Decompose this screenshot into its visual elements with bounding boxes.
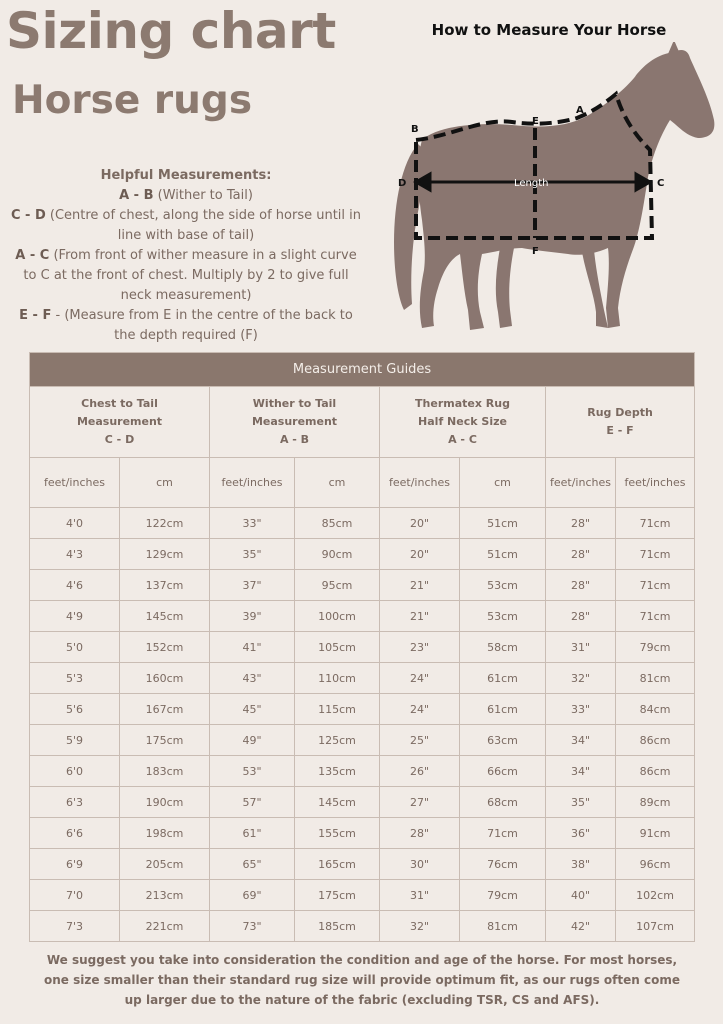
table-cell: 145cm <box>295 787 380 818</box>
table-cell: 37" <box>210 570 295 601</box>
table-cell: 71cm <box>616 601 695 632</box>
label-a: A <box>576 105 584 116</box>
label-e: E <box>532 116 539 127</box>
table-cell: 7'0 <box>30 880 120 911</box>
table-cell: 6'3 <box>30 787 120 818</box>
table-body <box>30 508 695 942</box>
table-cell: 39" <box>210 601 295 632</box>
table-cell: 71cm <box>616 570 695 601</box>
table-cell: 32" <box>380 911 460 942</box>
table-cell: 40" <box>546 880 616 911</box>
table-cell: 79cm <box>616 632 695 663</box>
table-cell: 61cm <box>460 694 546 725</box>
table-cell: 20" <box>380 539 460 570</box>
table-row <box>30 818 695 849</box>
label-length: Length <box>514 178 549 189</box>
label-c: C <box>657 178 665 189</box>
measure-text: (Wither to Tail) <box>153 188 253 203</box>
table-cell: 63cm <box>460 725 546 756</box>
measure-key: C - D <box>10 208 46 223</box>
unit-header-cell: cm <box>460 458 546 508</box>
table-cell: 31" <box>546 632 616 663</box>
measure-text: (Centre of chest, along the side of horse until in line with base of tail) <box>45 208 362 243</box>
table-cell: 28" <box>546 570 616 601</box>
table-cell: 32" <box>546 663 616 694</box>
table-cell: 26" <box>380 756 460 787</box>
group-header-wither-to-tail: Wither to Tail Measurement A - B <box>210 387 380 458</box>
table-cell: 90cm <box>295 539 380 570</box>
table-cell: 73" <box>210 911 295 942</box>
table-title: Measurement Guides <box>30 353 695 387</box>
table-cell: 115cm <box>295 694 380 725</box>
unit-header-cell: feet/inches <box>616 458 695 508</box>
table-cell: 53" <box>210 756 295 787</box>
table-row <box>30 849 695 880</box>
table-cell: 76cm <box>460 849 546 880</box>
helpful-item <box>8 206 364 246</box>
table-cell: 51cm <box>460 508 546 539</box>
table-cell: 125cm <box>295 725 380 756</box>
measure-key: E - F <box>19 308 52 323</box>
table-cell: 66cm <box>460 756 546 787</box>
unit-header-cell: feet/inches <box>380 458 460 508</box>
measure-key: A - B <box>119 188 154 203</box>
table-cell: 41" <box>210 632 295 663</box>
table-cell: 71cm <box>460 818 546 849</box>
table-cell: 185cm <box>295 911 380 942</box>
table-row <box>30 663 695 694</box>
table-cell: 145cm <box>120 601 210 632</box>
table-cell: 81cm <box>460 911 546 942</box>
table-cell: 28" <box>546 601 616 632</box>
table-cell: 35" <box>546 787 616 818</box>
label-b: B <box>411 124 419 135</box>
table-row <box>30 601 695 632</box>
table-row <box>30 570 695 601</box>
table-cell: 122cm <box>120 508 210 539</box>
table-cell: 7'3 <box>30 911 120 942</box>
table-cell: 38" <box>546 849 616 880</box>
table-row <box>30 632 695 663</box>
helpful-item <box>8 306 364 346</box>
table-cell: 165cm <box>295 849 380 880</box>
table-cell: 33" <box>210 508 295 539</box>
table-cell: 6'6 <box>30 818 120 849</box>
table-cell: 102cm <box>616 880 695 911</box>
table-cell: 213cm <box>120 880 210 911</box>
measure-key: A - C <box>15 248 50 263</box>
horse-measure-diagram <box>382 42 722 342</box>
table-cell: 175cm <box>120 725 210 756</box>
table-cell: 135cm <box>295 756 380 787</box>
table-cell: 49" <box>210 725 295 756</box>
table-cell: 71cm <box>616 508 695 539</box>
how-to-measure-heading: How to Measure Your Horse <box>431 21 667 39</box>
table-cell: 5'9 <box>30 725 120 756</box>
table-cell: 28" <box>546 508 616 539</box>
horse-silhouette-icon <box>394 42 714 330</box>
unit-header-cell: cm <box>295 458 380 508</box>
table-cell: 107cm <box>616 911 695 942</box>
group-header-row <box>30 387 695 458</box>
table-cell: 85cm <box>295 508 380 539</box>
unit-header-cell: cm <box>120 458 210 508</box>
table-row <box>30 911 695 942</box>
table-cell: 89cm <box>616 787 695 818</box>
table-cell: 34" <box>546 756 616 787</box>
table-cell: 96cm <box>616 849 695 880</box>
table-cell: 4'6 <box>30 570 120 601</box>
table-cell: 68cm <box>460 787 546 818</box>
table-cell: 205cm <box>120 849 210 880</box>
table-cell: 23" <box>380 632 460 663</box>
table-cell: 81cm <box>616 663 695 694</box>
table-cell: 4'3 <box>30 539 120 570</box>
table-cell: 4'0 <box>30 508 120 539</box>
group-header-rug-depth: Rug Depth E - F <box>546 387 695 458</box>
table-cell: 53cm <box>460 601 546 632</box>
table-cell: 152cm <box>120 632 210 663</box>
table-cell: 43" <box>210 663 295 694</box>
table-cell: 28" <box>546 539 616 570</box>
table-cell: 27" <box>380 787 460 818</box>
measurement-guide-table <box>29 352 695 942</box>
table-cell: 110cm <box>295 663 380 694</box>
table-cell: 155cm <box>295 818 380 849</box>
table-cell: 21" <box>380 570 460 601</box>
table-cell: 71cm <box>616 539 695 570</box>
label-f: F <box>532 246 539 257</box>
helpful-heading: Helpful Measurements: <box>100 168 272 183</box>
table-cell: 57" <box>210 787 295 818</box>
label-d: D <box>398 178 407 189</box>
helpful-item <box>8 246 364 306</box>
table-cell: 6'0 <box>30 756 120 787</box>
page-title: Sizing chart <box>6 2 336 60</box>
table-cell: 84cm <box>616 694 695 725</box>
table-cell: 28" <box>380 818 460 849</box>
table-row <box>30 539 695 570</box>
table-cell: 198cm <box>120 818 210 849</box>
table-cell: 53cm <box>460 570 546 601</box>
table-cell: 65" <box>210 849 295 880</box>
table-cell: 20" <box>380 508 460 539</box>
page-subtitle: Horse rugs <box>12 78 253 123</box>
table-cell: 61" <box>210 818 295 849</box>
table-cell: 30" <box>380 849 460 880</box>
helpful-item <box>8 186 364 206</box>
table-cell: 45" <box>210 694 295 725</box>
table-cell: 137cm <box>120 570 210 601</box>
measure-text: - (Measure from E in the centre of the back to the depth required (F) <box>51 308 353 343</box>
table-row <box>30 508 695 539</box>
table-cell: 95cm <box>295 570 380 601</box>
table-cell: 183cm <box>120 756 210 787</box>
table-cell: 69" <box>210 880 295 911</box>
table-cell: 25" <box>380 725 460 756</box>
table-cell: 91cm <box>616 818 695 849</box>
table-cell: 24" <box>380 694 460 725</box>
table-row <box>30 756 695 787</box>
footer-note: We suggest you take into consideration the condition and age of the horse. For most horses, one size smaller than their standard rug size will provide optimum fit, as our rugs often come up larger due to the nature of the fabric (excluding TSR, CS and AFS). <box>44 953 680 1007</box>
table-row <box>30 880 695 911</box>
table-cell: 167cm <box>120 694 210 725</box>
table-cell: 79cm <box>460 880 546 911</box>
table-row <box>30 787 695 818</box>
table-cell: 5'3 <box>30 663 120 694</box>
table-row <box>30 694 695 725</box>
table-cell: 6'9 <box>30 849 120 880</box>
table-cell: 4'9 <box>30 601 120 632</box>
table-cell: 160cm <box>120 663 210 694</box>
table-cell: 221cm <box>120 911 210 942</box>
table-cell: 5'0 <box>30 632 120 663</box>
table-cell: 105cm <box>295 632 380 663</box>
unit-header-cell: feet/inches <box>210 458 295 508</box>
table-cell: 21" <box>380 601 460 632</box>
helpful-measurements <box>8 166 364 346</box>
table-cell: 190cm <box>120 787 210 818</box>
group-header-chest-to-tail: Chest to Tail Measurement C - D <box>30 387 210 458</box>
unit-header-row <box>30 458 695 508</box>
table-row <box>30 725 695 756</box>
measure-text: (From front of wither measure in a slight curve to C at the front of chest. Multiply by 2 to give full neck measurement) <box>23 248 357 303</box>
table-cell: 86cm <box>616 756 695 787</box>
table-cell: 175cm <box>295 880 380 911</box>
table-cell: 5'6 <box>30 694 120 725</box>
unit-header-cell: feet/inches <box>546 458 616 508</box>
table-cell: 35" <box>210 539 295 570</box>
table-cell: 33" <box>546 694 616 725</box>
table-cell: 31" <box>380 880 460 911</box>
table-cell: 24" <box>380 663 460 694</box>
unit-header-cell: feet/inches <box>30 458 120 508</box>
table-cell: 36" <box>546 818 616 849</box>
table-cell: 86cm <box>616 725 695 756</box>
table-cell: 34" <box>546 725 616 756</box>
table-cell: 61cm <box>460 663 546 694</box>
table-cell: 51cm <box>460 539 546 570</box>
table-cell: 42" <box>546 911 616 942</box>
table-cell: 58cm <box>460 632 546 663</box>
group-header-half-neck: Thermatex Rug Half Neck Size A - C <box>380 387 546 458</box>
table-cell: 100cm <box>295 601 380 632</box>
table-cell: 129cm <box>120 539 210 570</box>
